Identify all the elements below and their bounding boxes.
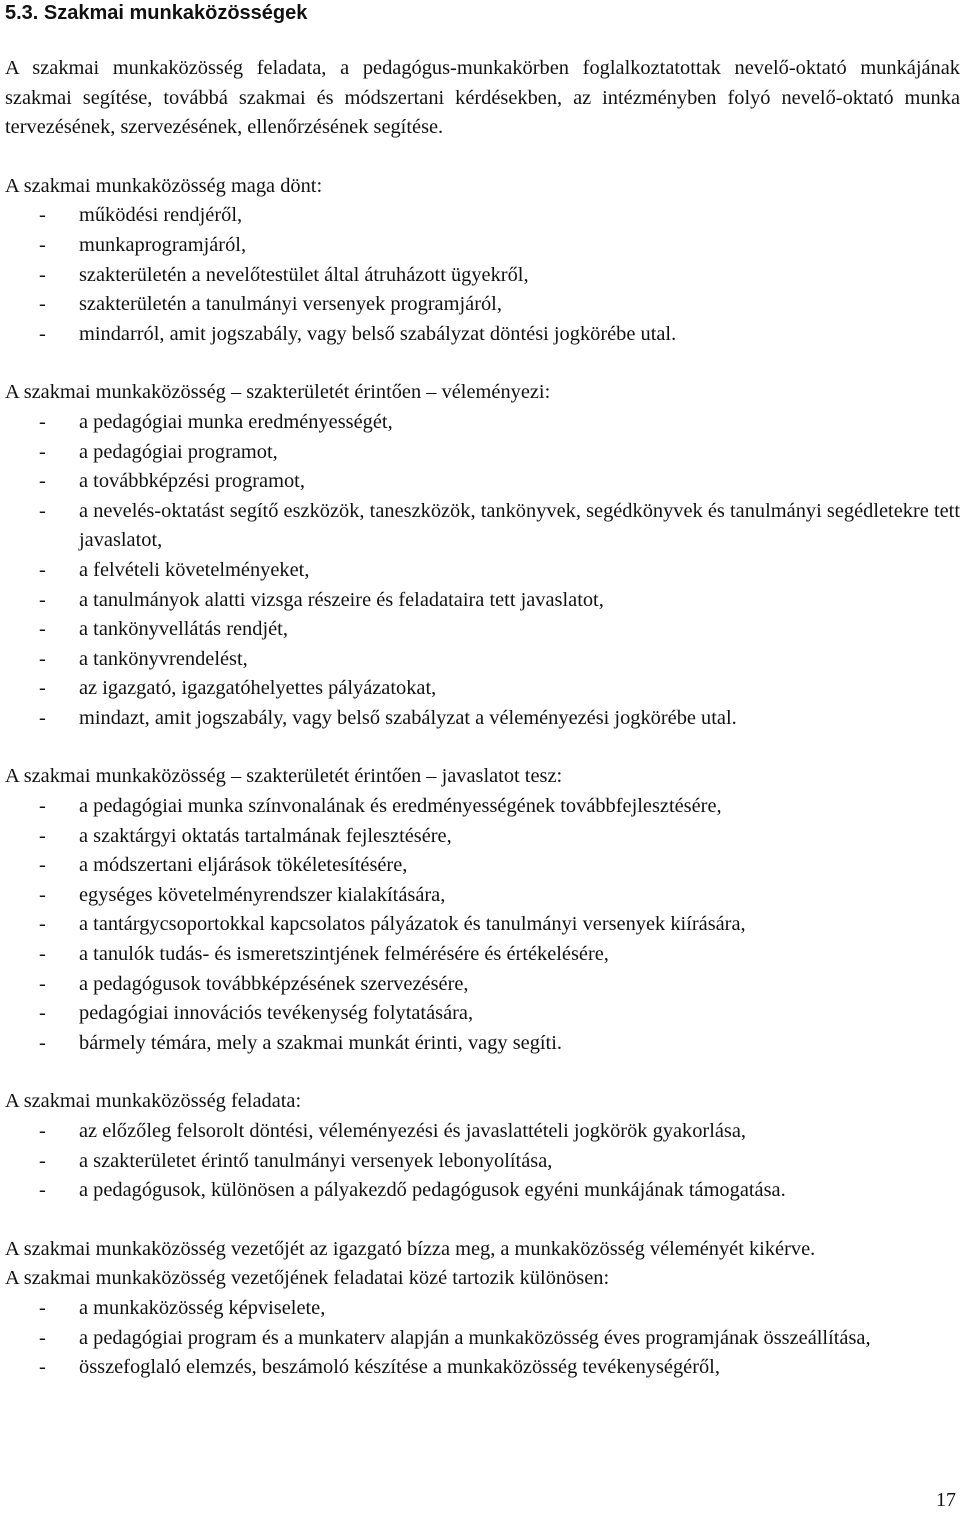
list-item-text: a módszertani eljárások tökéletesítésére, xyxy=(79,854,408,877)
list-item-text: a pedagógusok, különösen a pályakezdő pedagógusok egyéni munkájának támogatása. xyxy=(79,1179,786,1202)
list-item-text: működési rendjéről, xyxy=(79,204,243,227)
proposals-lead: A szakmai munkaközösség – szakterületét érintően – javaslatot tesz: xyxy=(5,765,563,788)
opinions-list xyxy=(5,408,960,734)
list-item xyxy=(5,1324,960,1354)
list-item xyxy=(5,822,960,852)
list-dash: - xyxy=(39,795,46,818)
list-dash: - xyxy=(39,204,46,227)
list-item xyxy=(5,704,960,734)
list-item xyxy=(5,910,960,940)
list-item-text: bármely témára, mely a szakmai munkát érinti, vagy segíti. xyxy=(79,1031,562,1054)
list-dash: - xyxy=(39,824,46,847)
list-item xyxy=(5,408,960,438)
list-dash: - xyxy=(39,618,46,641)
list-item-text: az előzőleg felsorolt döntési, véleményezési és javaslattételi jogkörök gyakorlása, xyxy=(79,1120,746,1142)
list-item xyxy=(5,1029,960,1059)
list-item-text: a pedagógusok továbbképzésének szervezésére, xyxy=(79,972,469,995)
list-item-text: a nevelés-oktatást segítő eszközök, taneszközök, tankönyvek, segédkönyvek és tanulmányi segédletekre tett javaslatot, xyxy=(79,499,960,552)
list-item xyxy=(5,940,960,970)
list-item xyxy=(5,231,960,261)
list-item-text: pedagógiai innovációs tevékenység folytatására, xyxy=(79,1002,474,1025)
list-item-text: egységes követelményrendszer kialakítására, xyxy=(79,883,446,906)
list-item xyxy=(5,1353,960,1383)
list-dash: - xyxy=(39,263,46,286)
list-dash: - xyxy=(39,293,46,316)
list-dash: - xyxy=(39,1326,46,1349)
list-dash: - xyxy=(39,647,46,670)
list-item-text: a tanulók tudás- és ismeretszintjének felmérésére és értékelésére, xyxy=(79,943,609,966)
list-dash: - xyxy=(39,883,46,906)
list-dash: - xyxy=(39,1356,46,1379)
decides-list xyxy=(5,201,960,349)
section-heading: 5.3. Szakmai munkaközösségek xyxy=(5,2,308,24)
list-dash: - xyxy=(39,440,46,463)
list-dash: - xyxy=(39,470,46,493)
list-item-text: a továbbképzési programot, xyxy=(79,470,305,493)
opinions-lead: A szakmai munkaközösség – szakterületét érintően – véleményezi: xyxy=(5,381,551,404)
list-item-text: szakterületén a tanulmányi versenyek programjáról, xyxy=(79,293,502,316)
tasks-list xyxy=(5,1117,960,1206)
list-item-text: a tankönyvrendelést, xyxy=(79,647,248,670)
list-item xyxy=(5,556,960,586)
list-dash: - xyxy=(39,854,46,877)
list-item-text: a felvételi követelményeket, xyxy=(79,558,310,581)
list-item xyxy=(5,1117,960,1147)
list-item xyxy=(5,1176,960,1206)
list-dash: - xyxy=(39,233,46,256)
list-item xyxy=(5,645,960,675)
list-dash: - xyxy=(39,972,46,995)
proposals-list xyxy=(5,792,960,1058)
intro-paragraph: A szakmai munkaközösség feladata, a pedagógus-munkakörben foglalkoztatottak nevelő-oktató munkájának szakmai segítése, továbbá szakmai és módszertani kérdésekben, az intézményben folyó nevelő-oktató munka tervezésének, szervezésének, ellenőrzésének segítése. xyxy=(5,57,960,139)
list-item xyxy=(5,261,960,291)
list-item-text: mindazt, amit jogszabály, vagy belső szabályzat a véleményezési jogkörébe utal. xyxy=(79,706,737,729)
list-item-text: szakterületén a nevelőtestület által átruházott ügyekről, xyxy=(79,263,529,286)
list-dash: - xyxy=(39,1296,46,1319)
decides-section xyxy=(5,172,960,350)
list-dash: - xyxy=(39,677,46,700)
list-item-text: a pedagógiai program és a munkaterv alapján a munkaközösség éves programjának összeállítása, xyxy=(79,1326,871,1349)
list-dash: - xyxy=(39,913,46,936)
list-dash: - xyxy=(39,1120,46,1142)
list-dash: - xyxy=(39,706,46,729)
list-item-text: munkaprogramjáról, xyxy=(79,233,247,256)
list-item-text: a tantárgycsoportokkal kapcsolatos pályázatok és tanulmányi versenyek kiírására, xyxy=(79,913,746,936)
list-item-text: a pedagógiai munka színvonalának és eredményességének továbbfejlesztésére, xyxy=(79,795,722,818)
list-dash: - xyxy=(39,410,46,433)
leader-section xyxy=(5,1235,960,1383)
list-item xyxy=(5,290,960,320)
list-item-text: a pedagógiai munka eredményességét, xyxy=(79,410,393,433)
list-item xyxy=(5,792,960,822)
list-item xyxy=(5,615,960,645)
list-item xyxy=(5,438,960,468)
proposals-section xyxy=(5,762,960,1058)
list-item-text: a szakterületet érintő tanulmányi versenyek lebonyolítása, xyxy=(79,1149,553,1172)
list-item xyxy=(5,201,960,231)
list-item xyxy=(5,881,960,911)
list-item xyxy=(5,320,960,350)
document-body xyxy=(5,54,960,1383)
list-item xyxy=(5,497,960,556)
tasks-section xyxy=(5,1087,960,1205)
list-item xyxy=(5,851,960,881)
leader-tasks-list xyxy=(5,1294,960,1383)
list-item-text: a pedagógiai programot, xyxy=(79,440,278,463)
list-item-text: a szaktárgyi oktatás tartalmának fejlesztésére, xyxy=(79,824,452,847)
list-item xyxy=(5,467,960,497)
list-item xyxy=(5,970,960,1000)
list-item-text: az igazgató, igazgatóhelyettes pályázatokat, xyxy=(79,677,437,700)
list-item xyxy=(5,586,960,616)
list-dash: - xyxy=(39,1149,46,1172)
list-dash: - xyxy=(39,588,46,611)
list-dash: - xyxy=(39,499,46,522)
leader-tasks-lead: A szakmai munkaközösség vezetőjének feladatai közé tartozik különösen: xyxy=(5,1267,610,1290)
opinions-section xyxy=(5,378,960,733)
list-item-text: mindarról, amit jogszabály, vagy belső szabályzat döntési jogkörébe utal. xyxy=(79,322,677,345)
list-item xyxy=(5,1294,960,1324)
list-dash: - xyxy=(39,1002,46,1025)
list-item-text: a tanulmányok alatti vizsga részeire és feladataira tett javaslatot, xyxy=(79,588,604,611)
leader-appointment-paragraph: A szakmai munkaközösség vezetőjét az igazgató bízza meg, a munkaközösség véleményét kikérve. xyxy=(5,1237,816,1260)
list-item xyxy=(5,1147,960,1177)
list-dash: - xyxy=(39,1031,46,1054)
page-number: 17 xyxy=(936,1489,956,1511)
list-item-text: összefoglaló elemzés, beszámoló készítése a munkaközösség tevékenységéről, xyxy=(79,1356,720,1379)
list-item xyxy=(5,999,960,1029)
list-item-text: a munkaközösség képviselete, xyxy=(79,1296,326,1319)
list-dash: - xyxy=(39,1179,46,1202)
list-item xyxy=(5,674,960,704)
list-dash: - xyxy=(39,943,46,966)
tasks-lead: A szakmai munkaközösség feladata: xyxy=(5,1090,302,1113)
decides-lead: A szakmai munkaközösség maga dönt: xyxy=(5,174,323,197)
list-item-text: a tankönyvellátás rendjét, xyxy=(79,618,288,641)
list-dash: - xyxy=(39,322,46,345)
list-dash: - xyxy=(39,558,46,581)
